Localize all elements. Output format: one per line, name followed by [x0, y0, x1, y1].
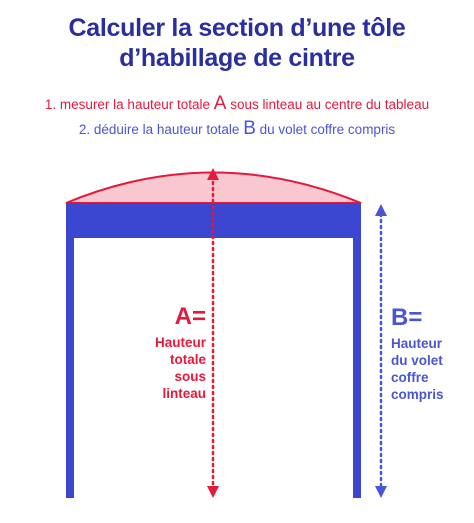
step-1-suffix: sous linteau au centre du tableau	[226, 97, 430, 112]
step-1-letter: A	[213, 93, 227, 114]
step-2-suffix: du volet coffre compris	[255, 122, 396, 137]
page-title-line-1: Calculer la section d’une tôle	[68, 14, 406, 42]
measure-b-arrow-up	[375, 204, 387, 216]
label-b-description	[391, 335, 471, 403]
label-b-line: Hauteur	[391, 336, 443, 351]
step-2-letter: B	[243, 118, 256, 139]
measure-b-arrow-down	[375, 486, 387, 498]
label-b-line: compris	[391, 387, 444, 402]
step-1-prefix: 1. mesurer la hauteur totale	[44, 97, 214, 112]
label-a-description	[120, 334, 206, 402]
label-a-line: linteau	[162, 386, 206, 401]
step-2-prefix: 2. déduire la hauteur totale	[78, 122, 244, 137]
label-a-line: totale	[169, 352, 206, 367]
label-a-letter: A=	[174, 303, 206, 330]
page-title-line-2: d’habillage de cintre	[119, 44, 355, 72]
label-b-letter: B=	[391, 304, 423, 331]
label-a-line: sous	[174, 369, 206, 384]
label-a	[120, 304, 206, 402]
label-b	[391, 305, 471, 403]
label-b-line: du volet	[391, 353, 443, 368]
label-a-line: Hauteur	[154, 335, 206, 350]
label-b-line: coffre	[391, 370, 429, 385]
